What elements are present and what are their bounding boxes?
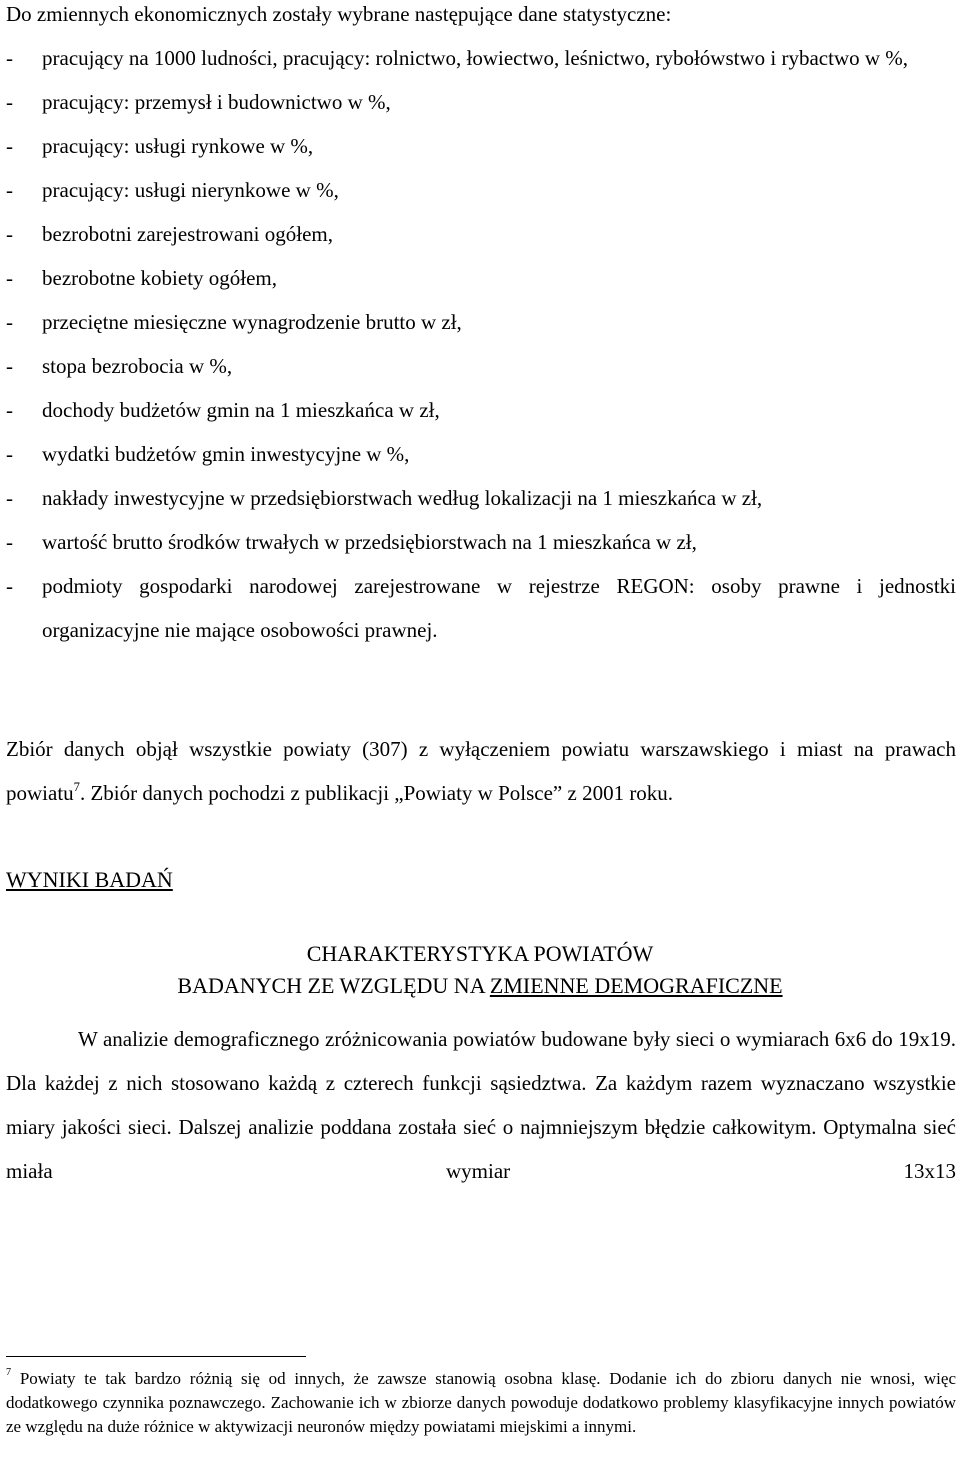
section-heading-line1: CHARAKTERYSTYKA POWIATÓW <box>306 941 654 966</box>
list-item: - bezrobotni zarejestrowani ogółem, <box>6 212 956 256</box>
list-item: - podmioty gospodarki narodowej zarejestrowane w rejestrze REGON: osoby prawne i jednostki organizacyjne nie mające osobowości prawnej. <box>6 564 956 652</box>
list-item: - pracujący: usługi nierynkowe w %, <box>6 168 956 212</box>
list-item: - wydatki budżetów gmin inwestycyjne w %, <box>6 432 956 476</box>
list-dash: - <box>6 486 13 510</box>
list-dash: - <box>6 442 13 466</box>
footnote-divider <box>6 1356 306 1357</box>
list-dash: - <box>6 310 13 334</box>
list-dash: - <box>6 398 13 422</box>
list-dash: - <box>6 530 13 554</box>
list-dash: - <box>6 354 13 378</box>
analysis-paragraph: W analizie demograficznego zróżnicowania powiatów budowane były sieci o wymiarach 6x6 do 19x19. Dla każdej z nich stosowano każdą z czterech funkcji sąsiedztwa. Za każdym razem wyznaczano wszystkie miary jakości sieci. Dalszej analizie poddana została sieć o najmniejszym błędzie całkowitym. Optymalna sieć miała wymiar 13x13 <box>6 1027 956 1183</box>
list-dash: - <box>6 134 13 158</box>
section-heading-line2: BADANYCH ZE WZGLĘDU NA ZMIENNE DEMOGRAFICZNE <box>177 973 783 998</box>
list-item: - bezrobotne kobiety ogółem, <box>6 256 956 300</box>
list-item: - pracujący: usługi rynkowe w %, <box>6 124 956 168</box>
variables-list <box>6 36 956 652</box>
list-dash: - <box>6 574 13 598</box>
results-heading: WYNIKI BADAŃ <box>6 867 173 892</box>
list-dash: - <box>6 46 13 70</box>
list-dash: - <box>6 222 13 246</box>
footnote: $^7$ Powiaty te tak bardzo różnią się od innych, że zawsze stanowią osobna klasę. Dodanie ich do zbioru danych nie wnosi, więc dodatkowego czynnika poznawczego. Zachowanie ich w zbiorze danych powoduje dodatkowo problemy klasyfikacyjne innych powiatów ze względu na duże różnice w aktywizacji neuronów między powiatami miejskimi a innymi. <box>6 1367 956 1436</box>
list-item: - wartość brutto środków trwałych w przedsiębiorstwach na 1 mieszkańca w zł, <box>6 520 956 564</box>
list-item: - pracujący na 1000 ludności, pracujący: rolnictwo, łowiectwo, leśnictwo, rybołówstwo i rybactwo w %, <box>6 36 956 80</box>
list-item: - przeciętne miesięczne wynagrodzenie brutto w zł, <box>6 300 956 344</box>
list-dash: - <box>6 178 13 202</box>
section-heading-underlined: ZMIENNE DEMOGRAFICZNE <box>489 973 783 998</box>
footnote-reference: 7 <box>73 780 80 794</box>
dataset-paragraph: Zbiór danych objął wszystkie powiaty (307) z wyłączeniem powiatu warszawskiego i miast na prawach powiatu$^7$. Zbiór danych pochodzi z publikacji „Powiaty w Polsce” z 2001 roku. <box>6 737 956 805</box>
section-heading <box>0 938 960 1002</box>
list-dash: - <box>6 90 13 114</box>
list-dash: - <box>6 266 13 290</box>
intro-paragraph: Do zmiennych ekonomicznych zostały wybrane następujące dane statystyczne: <box>6 2 672 26</box>
list-item: - pracujący: przemysł i budownictwo w %, <box>6 80 956 124</box>
list-item: - nakłady inwestycyjne w przedsiębiorstwach według lokalizacji na 1 mieszkańca w zł, <box>6 476 956 520</box>
list-item: - dochody budżetów gmin na 1 mieszkańca w zł, <box>6 388 956 432</box>
list-item: - stopa bezrobocia w %, <box>6 344 956 388</box>
footnote-number: 7 <box>6 1367 12 1378</box>
